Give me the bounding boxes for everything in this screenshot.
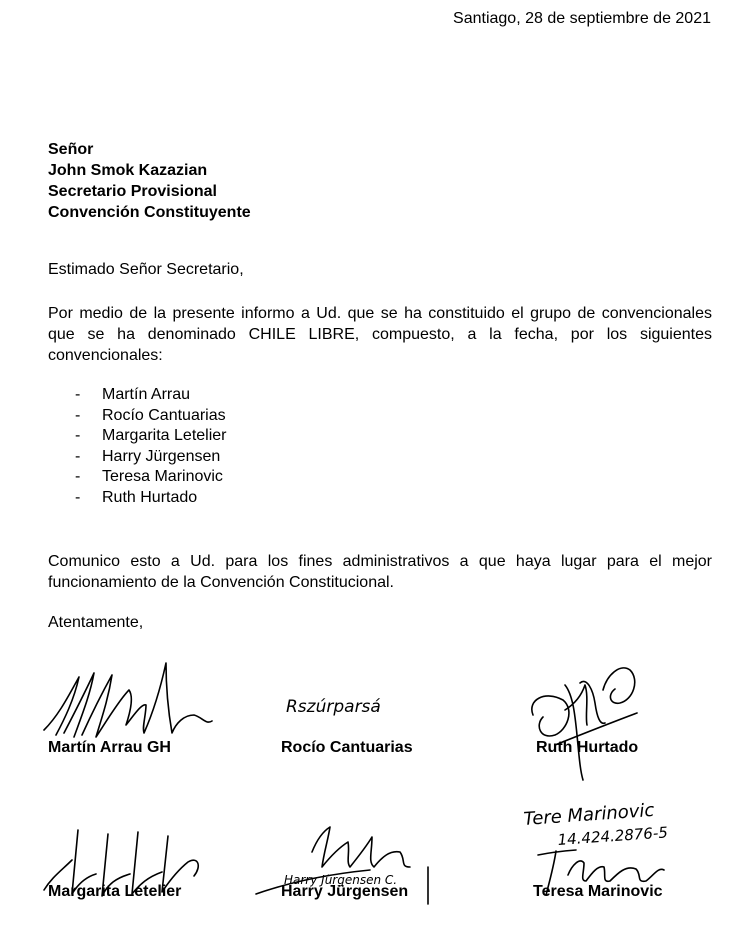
member-name: Ruth Hurtado: [102, 488, 198, 506]
signature-name: Teresa Marinovic: [533, 883, 663, 900]
paragraph-closing: Comunico esto a Ud. para los fines administrativos a que haya lugar para el mejor funcionamiento de la Convención Constitucional.: [48, 553, 712, 591]
list-item: [75, 385, 227, 406]
letter-date: Santiago, 28 de septiembre de 2021: [453, 10, 711, 27]
recipient-line-3: Secretario Provisional: [48, 183, 217, 200]
recipient-block: [48, 139, 251, 223]
member-list: [75, 385, 227, 509]
signature-hurtado: [525, 655, 645, 785]
list-item: [75, 447, 227, 468]
salutation: Estimado Señor Secretario,: [48, 261, 244, 278]
handwriting-text: Harry Jürgensen C.: [284, 873, 398, 887]
member-name: Margarita Letelier: [102, 427, 227, 445]
recipient-line-4: Convención Constituyente: [48, 204, 251, 221]
signature-name: Rocío Cantuarias: [281, 739, 413, 756]
signature-cantuarias: [280, 688, 450, 728]
list-item: [75, 426, 227, 447]
handwriting-text: Rszúrparsá: [286, 697, 381, 717]
bullet-dash: -: [75, 447, 81, 465]
signature-name: Margarita Letelier: [48, 883, 182, 900]
recipient-line-2: John Smok Kazazian: [48, 162, 208, 179]
list-item: [75, 467, 227, 488]
signature-name: Martín Arrau GH: [48, 739, 171, 756]
recipient-line-1: Señor: [48, 141, 94, 158]
member-name: Martín Arrau: [102, 386, 191, 403]
handwriting-text: 14.424.2876-5: [557, 823, 669, 849]
bullet-dash: -: [75, 427, 81, 445]
closing-phrase: Atentamente,: [48, 614, 144, 631]
bullet-dash: -: [75, 468, 81, 486]
signature-name: Harry Jürgensen: [281, 883, 409, 900]
bullet-dash: -: [75, 386, 81, 403]
bullet-dash: -: [75, 406, 81, 424]
list-item: [75, 406, 227, 427]
member-name: Teresa Marinovic: [102, 468, 223, 486]
paragraph-intro: Por medio de la presente informo a Ud. que se ha constituido el grupo de convencionales que se ha denominado CHILE LIBRE, compuesto, a la fecha, por los siguientes convencionales:: [48, 305, 712, 364]
bullet-dash: -: [75, 488, 81, 506]
signature-arrau: [34, 655, 219, 750]
handwriting-text: Tere Marinovic: [522, 799, 656, 830]
member-name: Harry Jürgensen: [102, 447, 221, 465]
member-name: Rocío Cantuarias: [102, 406, 226, 424]
list-item: [75, 488, 227, 509]
signature-name: Ruth Hurtado: [536, 739, 639, 756]
